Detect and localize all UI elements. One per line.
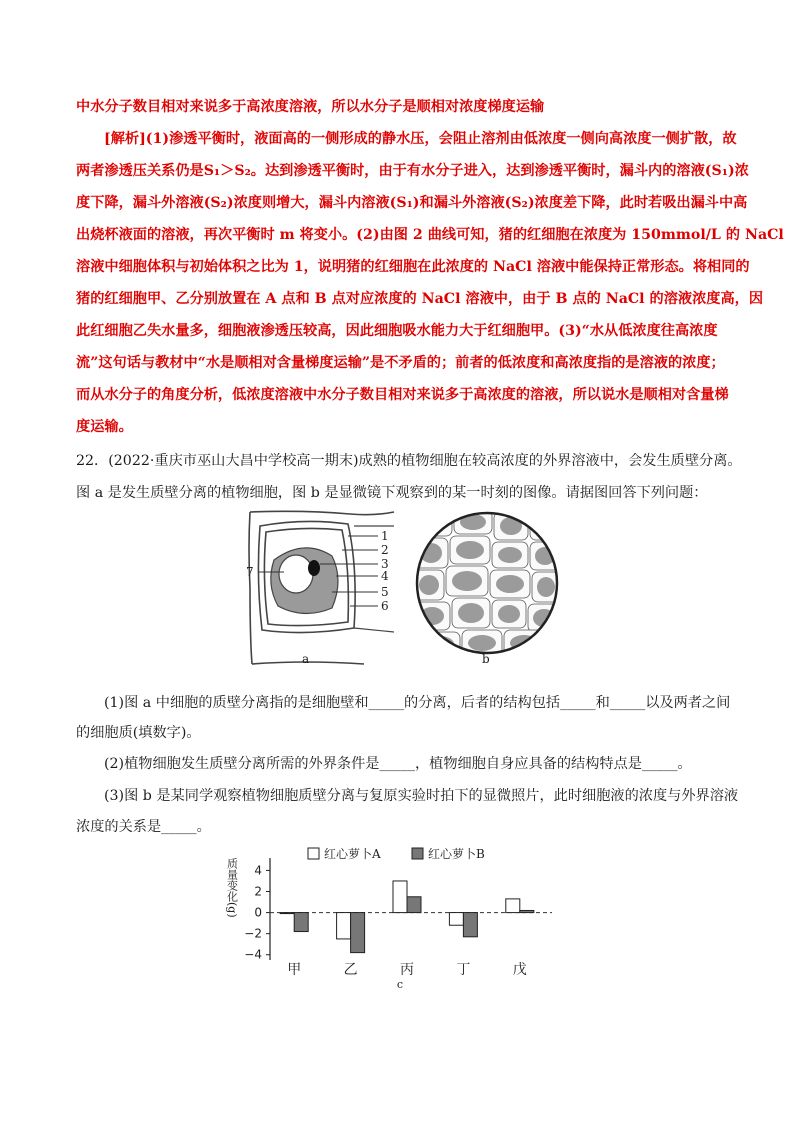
analysis-line: 溶液中细胞体积与初始体积之比为 1，说明猪的红细胞在此浓度的 NaCl 溶液中能保持正常形态。将相同的 [76,259,750,275]
figure-c-caption: c [396,978,404,991]
bar-b [351,913,365,953]
label-7: 7 [246,565,254,579]
analysis-line: 而从水分子的角度分析，低浓度溶液中水分子数目相对来说多于高浓度的溶液，所以说水是顺相对含量梯 [76,387,729,403]
bar-b [407,897,421,913]
label-5: 5 [381,585,389,599]
figure-b [412,508,562,668]
legend-label: 红心萝卜B [428,847,485,861]
y-tick-label: −4 [244,947,262,962]
y-tick-label: 2 [254,884,262,899]
legend-label: 红心萝卜A [324,847,381,861]
figure-b-caption: b [482,652,490,666]
bar-a [393,881,407,913]
sub-question-1-cont: 的细胞质(填数字)。 [76,725,201,741]
x-tick-label: 戊 [512,962,527,978]
bar-a [337,913,351,939]
sub-question-1: (1)图 a 中细胞的质壁分离指的是细胞壁和_____的分离，后者的结构包括_____和_____以及两者之间 [104,695,731,711]
analysis-line: 流”这句话与教材中“水是顺相对含量梯度运输”是不矛盾的；前者的低浓度和高浓度指的是溶液的浓度； [76,355,725,371]
sub-question-3-cont: 浓度的关系是_____。 [76,819,211,835]
figure-c-chart [222,842,562,994]
bar-b [463,913,477,937]
question-stem: 图 a 是发生质壁分离的植物细胞，图 b 是显微镜下观察到的某一时刻的图像。请据图回答下列问题： [76,485,708,501]
plant-cell-diagram [244,508,404,668]
answer-tail: 中水分子数目相对来说多于高浓度溶液，所以水分子是顺相对浓度梯度运输 [76,99,545,115]
analysis-line: 度下降，漏斗外溶液(S₂)浓度则增大，漏斗内溶液(S₁)和漏斗外溶液(S₂)浓度差下降，此时若吸出漏斗中高 [76,195,748,211]
x-tick-label: 乙 [343,962,358,978]
bar-b [294,913,308,932]
label-4: 4 [381,569,389,583]
bar-a [449,913,463,926]
sub-question-3: (3)图 b 是某同学观察植物细胞质壁分离与复原实验时拍下的显微照片，此时细胞液的浓度与外界溶液 [104,788,739,804]
y-tick-label: −2 [244,926,262,941]
question-stem: 22．(2022·重庆市巫山大昌中学校高一期末)成熟的植物细胞在较高浓度的外界溶液中，会发生质壁分离。 [76,453,742,469]
analysis-line: 此红细胞乙失水量多，细胞液渗透压较高，因此细胞吸水能力大于红细胞甲。(3)“水从低浓度往高浓度 [76,323,718,339]
label-2: 2 [381,543,389,557]
figure-a-caption: a [302,652,310,666]
label-3: 3 [381,557,389,571]
x-tick-label: 丙 [400,962,414,978]
bar-a [280,913,294,914]
bar-chart [222,842,562,994]
analysis-line: [解析](1)渗透平衡时，液面高的一侧形成的静水压，会阻止溶剂由低浓度一侧向高浓度一侧扩散，故 [104,131,737,147]
sub-question-2: (2)植物细胞发生质壁分离所需的外界条件是_____，植物细胞自身应具备的结构特点是_____。 [104,756,692,772]
label-1: 1 [381,529,389,543]
x-tick-label: 丁 [456,962,471,978]
label-6: 6 [381,599,389,613]
y-axis-label: 质量变化(g) [225,858,239,918]
bar-a [506,899,520,913]
analysis-line: 猪的红细胞甲、乙分别放置在 A 点和 B 点对应浓度的 NaCl 溶液中，由于 B 点的 NaCl 的溶液浓度高，因 [76,291,764,307]
y-tick-label: 4 [254,863,262,878]
analysis-line: 两者渗透压关系仍是S₁＞S₂。达到渗透平衡时，由于有水分子进入，达到渗透平衡时，漏斗内的溶液(S₁)浓 [76,163,749,179]
figure-a [244,508,404,668]
legend-swatch [308,848,319,859]
analysis-line: 出烧杯液面的溶液，再次平衡时 m 将变小。(2)由图 2 曲线可知，猪的红细胞在浓度为 150mmol/L 的 NaCl [76,227,784,243]
microscope-view [412,508,562,658]
legend-swatch [412,848,423,859]
bar-b [520,910,534,912]
y-tick-label: 0 [254,905,262,920]
analysis-line: 度运输。 [76,419,133,435]
x-tick-label: 甲 [287,962,302,978]
